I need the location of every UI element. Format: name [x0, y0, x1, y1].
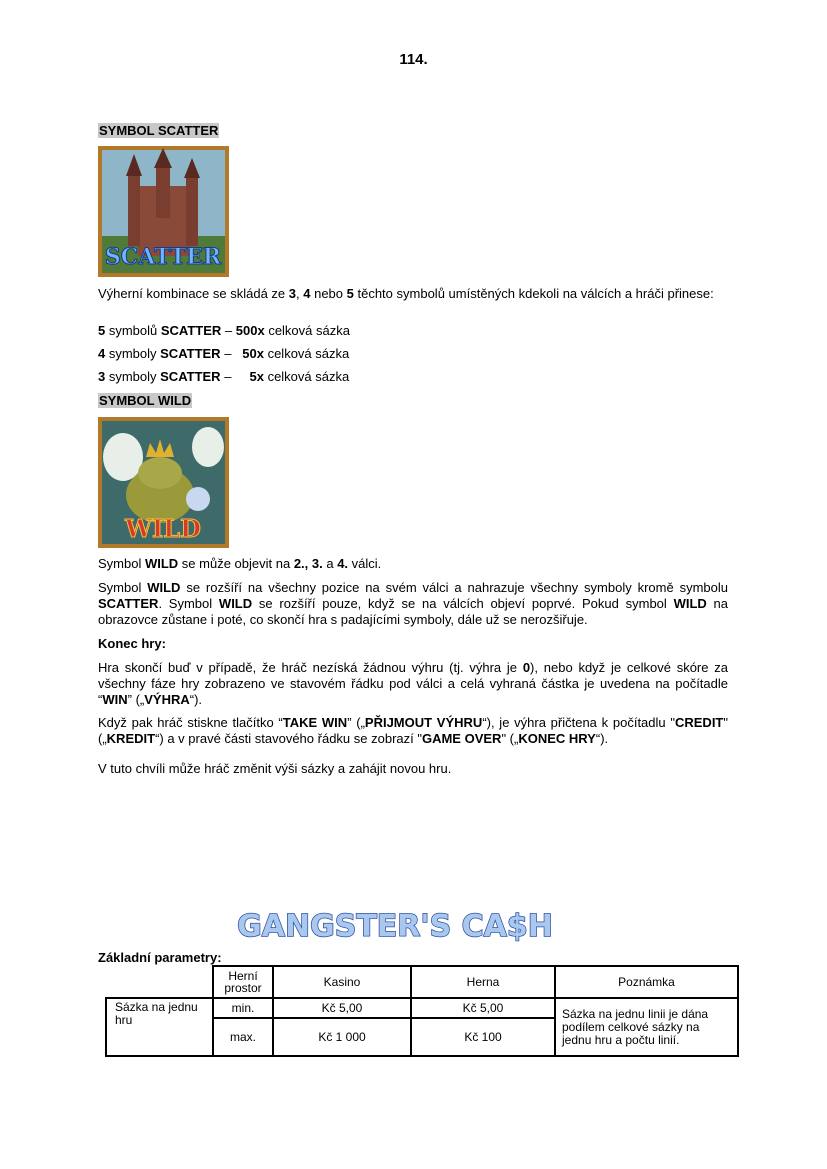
- bold-text: KREDIT: [106, 731, 156, 746]
- scatter-payout-5: [98, 323, 728, 339]
- bold-text: SCATTER: [160, 369, 221, 384]
- bold-text: WIN: [102, 692, 128, 707]
- header-herni-prostor: Herní prostor: [213, 966, 273, 998]
- bold-text: 3: [288, 286, 297, 301]
- bold-text: 500x: [235, 323, 265, 338]
- table-header-row: [106, 966, 738, 998]
- text: ” („: [127, 692, 145, 707]
- header-kasino: Kasino: [273, 966, 411, 998]
- text: . Symbol: [158, 596, 219, 611]
- bold-text: 4.: [337, 556, 349, 571]
- scatter-symbol-image: [98, 146, 229, 277]
- logo-text: GANGSTER'S CA$H: [237, 909, 553, 944]
- bold-text: SCATTER: [160, 323, 222, 338]
- row-label: Sázka na jednu hru: [106, 998, 213, 1056]
- bold-text: 5x: [249, 369, 264, 384]
- parameters-table: [105, 965, 739, 1057]
- herna-value: Kč 5,00: [411, 998, 555, 1018]
- text: ,: [296, 286, 304, 301]
- text: “), je výhra přičtena k počítadlu ": [482, 715, 675, 730]
- bold-text: CREDIT: [674, 715, 724, 730]
- header-herna: Herna: [411, 966, 555, 998]
- text: Symbol: [98, 580, 148, 595]
- text: symboly: [105, 346, 161, 361]
- bold-text: TAKE WIN: [282, 715, 348, 730]
- text: celková sázka: [263, 369, 350, 384]
- bold-text: 5: [98, 323, 106, 338]
- text: celková sázka: [263, 346, 350, 361]
- kasino-value: Kč 1 000: [273, 1018, 411, 1056]
- bold-text: 2., 3.: [293, 556, 323, 571]
- text: a: [322, 556, 338, 571]
- text: Symbol: [98, 556, 145, 571]
- header-poznamka: Poznámka: [555, 966, 738, 998]
- text: “) a v pravé části stavového řádku se zobrazí ": [155, 731, 422, 746]
- end-game-heading: Konec hry:: [98, 636, 166, 651]
- wild-symbol-image: [98, 417, 229, 548]
- scatter-image-text: SCATTER: [104, 244, 222, 270]
- text: symbolů: [105, 323, 161, 338]
- wild-heading: SYMBOL WILD: [99, 393, 192, 408]
- row-type: max.: [213, 1018, 273, 1056]
- text: “).: [595, 731, 609, 746]
- text: ” („: [347, 715, 365, 730]
- text: “).: [189, 692, 203, 707]
- bold-text: 4: [303, 286, 311, 301]
- end-game-paragraph-3: V tuto chvíli může hráč změnit výši sázky a zahájit novou hru.: [98, 761, 452, 776]
- bold-text: KONEC HRY: [518, 731, 596, 746]
- text: Když pak hráč stiskne tlačítko “: [98, 715, 283, 730]
- table-row: [106, 998, 738, 1018]
- text: " („: [501, 731, 519, 746]
- herna-value: Kč 100: [411, 1018, 555, 1056]
- text: ), nebo když je celkové skóre za všechny fáze hry zobrazeno ve stavovém řádku pod válci a celá vyhraná částka je uvedena na počítadle “: [98, 660, 728, 707]
- bold-text: 50x: [242, 346, 264, 361]
- text: –: [220, 346, 243, 361]
- scatter-heading: SYMBOL SCATTER: [99, 123, 219, 138]
- text: válci.: [348, 556, 382, 571]
- text: na obrazovce zůstane i poté, co skončí hra s padajícími symboly, dále už se nerozšiřuje.: [98, 596, 728, 627]
- bold-text: WILD: [218, 596, 253, 611]
- scatter-payout-4: [98, 346, 728, 362]
- scatter-intro: [98, 286, 728, 302]
- row-type: min.: [213, 998, 273, 1018]
- text: " („: [98, 715, 728, 746]
- bold-text: 3: [98, 369, 106, 384]
- bold-text: PŘIJMOUT VÝHRU: [364, 715, 483, 730]
- text: Hra skončí buď v případě, že hráč nezíská žádnou výhru (tj. výhra je: [98, 660, 523, 675]
- text: –: [221, 323, 236, 338]
- gangsters-cash-logo: [235, 906, 555, 944]
- basic-parameters-heading: Základní parametry:: [98, 950, 222, 965]
- wild-paragraph-2: [98, 580, 728, 628]
- kasino-value: Kč 5,00: [273, 998, 411, 1018]
- bold-text: SCATTER: [98, 596, 159, 611]
- text: těchto symbolů umístěných kdekoli na válcích a hráči přinese:: [353, 286, 714, 301]
- wild-image-text: WILD: [125, 514, 201, 543]
- text: Výherní kombinace se skládá ze: [98, 286, 289, 301]
- text: –: [220, 369, 250, 384]
- bold-text: 4: [98, 346, 106, 361]
- text: se rozšíří na všechny pozice na svém válci a nahrazuje všechny symboly kromě symbolu: [180, 580, 728, 595]
- text: nebo: [310, 286, 347, 301]
- bold-text: VÝHRA: [144, 692, 190, 707]
- bold-text: 5: [346, 286, 354, 301]
- bold-text: SCATTER: [160, 346, 221, 361]
- wild-paragraph-1: [98, 556, 728, 572]
- note-cell: Sázka na jednu linii je dána podílem celkové sázky na jednu hru a počtu linií.: [555, 998, 738, 1056]
- text: se může objevit na: [178, 556, 294, 571]
- text: symboly: [105, 369, 161, 384]
- bold-text: WILD: [673, 596, 707, 611]
- page-number: 114.: [399, 51, 428, 68]
- bold-text: GAME OVER: [421, 731, 502, 746]
- end-game-paragraph-1: [98, 660, 728, 708]
- text: celková sázka: [264, 323, 350, 338]
- bold-text: 0: [522, 660, 531, 675]
- bold-text: WILD: [144, 556, 179, 571]
- scatter-payout-3: [98, 369, 728, 385]
- bold-text: WILD: [147, 580, 181, 595]
- text: se rozšíří pouze, když se na válcích objeví poprvé. Pokud symbol: [252, 596, 674, 611]
- end-game-paragraph-2: [98, 715, 728, 747]
